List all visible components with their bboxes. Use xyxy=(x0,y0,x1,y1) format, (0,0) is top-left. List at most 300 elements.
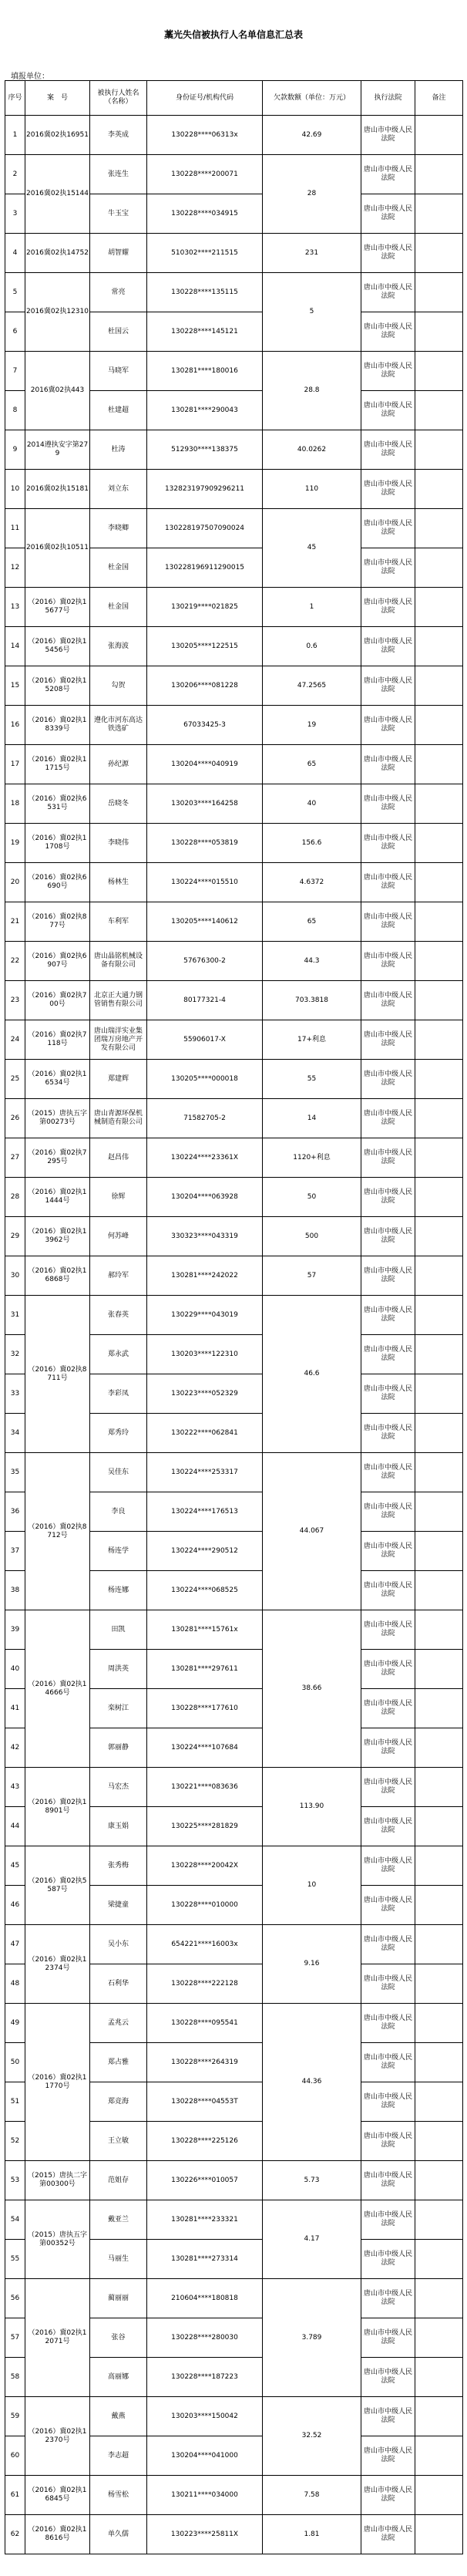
header-case-number: 案 号 xyxy=(25,81,90,116)
cell-note xyxy=(415,1453,463,1492)
cell-debtor-name: 马晓军 xyxy=(90,352,147,391)
cell-id-code: 130228****222128 xyxy=(147,1964,263,2004)
cell-case-number: 2016冀02执443 xyxy=(25,352,90,430)
cell-case-number: （2016）冀02执5587号 xyxy=(25,1846,90,1925)
cell-id-code: 130224****107684 xyxy=(147,1728,263,1768)
cell-seq: 52 xyxy=(5,2122,25,2161)
cell-seq: 33 xyxy=(5,1374,25,1414)
cell-id-code: 130205****140612 xyxy=(147,902,263,942)
cell-note xyxy=(415,2358,463,2397)
cell-court: 唐山市中级人民法院 xyxy=(361,116,415,155)
cell-id-code: 57676300-2 xyxy=(147,942,263,981)
cell-debtor-name: 李良 xyxy=(90,1492,147,1532)
cell-court: 唐山市中级人民法院 xyxy=(361,273,415,312)
cell-seq: 35 xyxy=(5,1453,25,1492)
cell-id-code: 130281****233321 xyxy=(147,2200,263,2240)
cell-debtor-name: 杜金国 xyxy=(90,548,147,588)
cell-id-code: 130226****010057 xyxy=(147,2161,263,2200)
table-row xyxy=(5,2200,463,2240)
cell-id-code: 130228****06313x xyxy=(147,116,263,155)
cell-debtor-name: 周洪英 xyxy=(90,1650,147,1689)
cell-id-code: 130281****242022 xyxy=(147,1256,263,1296)
cell-id-code: 130221****083636 xyxy=(147,1768,263,1807)
cell-case-number: （2016）冀02执15208号 xyxy=(25,666,90,706)
cell-seq: 20 xyxy=(5,863,25,902)
cell-debtor-name: 刘立东 xyxy=(90,470,147,509)
cell-seq: 30 xyxy=(5,1256,25,1296)
cell-court: 唐山市中级人民法院 xyxy=(361,1768,415,1807)
cell-seq: 37 xyxy=(5,1532,25,1571)
cell-note xyxy=(415,1925,463,1964)
cell-seq: 56 xyxy=(5,2279,25,2318)
table-row xyxy=(5,784,463,824)
cell-debtor-name: 李晓伟 xyxy=(90,824,147,863)
table-row xyxy=(5,234,463,273)
reporting-unit-label: 填报单位： xyxy=(11,72,49,81)
cell-case-number: （2016）冀02执877号 xyxy=(25,902,90,942)
cell-id-code: 132823197909296211 xyxy=(147,470,263,509)
cell-note xyxy=(415,312,463,352)
cell-court: 唐山市中级人民法院 xyxy=(361,2161,415,2200)
cell-note xyxy=(415,1296,463,1335)
cell-case-number: （2016）冀02执16534号 xyxy=(25,1060,90,1099)
cell-court: 唐山市中级人民法院 xyxy=(361,1256,415,1296)
cell-court: 唐山市中级人民法院 xyxy=(361,234,415,273)
cell-debtor-name: 勾贺 xyxy=(90,666,147,706)
cell-court: 唐山市中级人民法院 xyxy=(361,666,415,706)
cell-court: 唐山市中级人民法院 xyxy=(361,1846,415,1886)
cell-court: 唐山市中级人民法院 xyxy=(361,588,415,627)
cell-court: 唐山市中级人民法院 xyxy=(361,2200,415,2240)
cell-case-number: （2016）冀02执16868号 xyxy=(25,1256,90,1296)
cell-court: 唐山市中级人民法院 xyxy=(361,1374,415,1414)
cell-note xyxy=(415,116,463,155)
cell-amount: 0.6 xyxy=(263,627,361,666)
cell-case-number: （2016）冀02执7118号 xyxy=(25,1020,90,1060)
cell-debtor-name: 车利军 xyxy=(90,902,147,942)
cell-case-number: （2016）冀02执6907号 xyxy=(25,942,90,981)
cell-seq: 42 xyxy=(5,1728,25,1768)
cell-id-code: 130228****010000 xyxy=(147,1886,263,1925)
cell-court: 唐山市中级人民法院 xyxy=(361,1492,415,1532)
cell-amount: 1.81 xyxy=(263,2515,361,2554)
cell-id-code: 67033425-3 xyxy=(147,706,263,745)
cell-debtor-name: 张连生 xyxy=(90,155,147,194)
cell-debtor-name: 张海波 xyxy=(90,627,147,666)
cell-seq: 34 xyxy=(5,1414,25,1453)
cell-id-code: 130229****043019 xyxy=(147,1296,263,1335)
cell-id-code: 654221****16003x xyxy=(147,1925,263,1964)
cell-id-code: 130228****280030 xyxy=(147,2318,263,2358)
cell-id-code: 130205****000018 xyxy=(147,1060,263,1099)
cell-note xyxy=(415,2436,463,2476)
cell-debtor-name: 郭丽静 xyxy=(90,1728,147,1768)
cell-case-number: （2016）冀02执6690号 xyxy=(25,863,90,902)
cell-seq: 22 xyxy=(5,942,25,981)
cell-seq: 2 xyxy=(5,155,25,194)
cell-debtor-name: 高丽娜 xyxy=(90,2358,147,2397)
cell-case-number: 2016冀02执14752 xyxy=(25,234,90,273)
cell-court: 唐山市中级人民法院 xyxy=(361,1886,415,1925)
cell-debtor-name: 杨连娜 xyxy=(90,1571,147,1610)
cell-court: 唐山市中级人民法院 xyxy=(361,1964,415,2004)
cell-amount: 5 xyxy=(263,273,361,352)
cell-court: 唐山市中级人民法院 xyxy=(361,509,415,548)
cell-seq: 44 xyxy=(5,1807,25,1846)
table-row xyxy=(5,2397,463,2436)
cell-id-code: 330323****043319 xyxy=(147,1217,263,1256)
cell-note xyxy=(415,470,463,509)
cell-amount: 4.6372 xyxy=(263,863,361,902)
cell-note xyxy=(415,1217,463,1256)
cell-seq: 48 xyxy=(5,1964,25,2004)
cell-note xyxy=(415,391,463,430)
cell-amount: 32.52 xyxy=(263,2397,361,2476)
table-row xyxy=(5,352,463,391)
cell-court: 唐山市中级人民法院 xyxy=(361,2515,415,2554)
cell-seq: 1 xyxy=(5,116,25,155)
cell-court: 唐山市中级人民法院 xyxy=(361,824,415,863)
cell-note xyxy=(415,2082,463,2122)
cell-id-code: 130224****290512 xyxy=(147,1532,263,1571)
table-row xyxy=(5,1138,463,1178)
cell-court: 唐山市中级人民法院 xyxy=(361,1650,415,1689)
cell-court: 唐山市中级人民法院 xyxy=(361,1020,415,1060)
cell-court: 唐山市中级人民法院 xyxy=(361,981,415,1020)
cell-debtor-name: 岳晓冬 xyxy=(90,784,147,824)
cell-note xyxy=(415,273,463,312)
cell-court: 唐山市中级人民法院 xyxy=(361,1414,415,1453)
cell-id-code: 130228****145121 xyxy=(147,312,263,352)
cell-id-code: 130204****063928 xyxy=(147,1178,263,1217)
cell-amount: 44.3 xyxy=(263,942,361,981)
header-note: 备注 xyxy=(415,81,463,116)
table-row xyxy=(5,2476,463,2515)
cell-case-number: 2016冀02执16951 xyxy=(25,116,90,155)
cell-debtor-name: 范姐存 xyxy=(90,2161,147,2200)
cell-note xyxy=(415,1374,463,1414)
cell-seq: 39 xyxy=(5,1610,25,1650)
table-row xyxy=(5,1846,463,1886)
cell-court: 唐山市中级人民法院 xyxy=(361,2358,415,2397)
document-title: 藁光失信被执行人名单信息汇总表 xyxy=(163,29,303,40)
cell-seq: 54 xyxy=(5,2200,25,2240)
cell-debtor-name: 何苏峰 xyxy=(90,1217,147,1256)
cell-seq: 16 xyxy=(5,706,25,745)
cell-amount: 44.36 xyxy=(263,2004,361,2161)
cell-id-code: 130223****25811X xyxy=(147,2515,263,2554)
table-row xyxy=(5,1296,463,1335)
cell-note xyxy=(415,1099,463,1138)
cell-seq: 21 xyxy=(5,902,25,942)
cell-debtor-name: 郑永武 xyxy=(90,1335,147,1374)
cell-note xyxy=(415,1610,463,1650)
cell-case-number: （2016）冀02执18616号 xyxy=(25,2515,90,2554)
cell-seq: 28 xyxy=(5,1178,25,1217)
cell-note xyxy=(415,352,463,391)
cell-debtor-name: 牛玉宝 xyxy=(90,194,147,234)
cell-debtor-name: 李晓卿 xyxy=(90,509,147,548)
cell-seq: 38 xyxy=(5,1571,25,1610)
cell-amount: 19 xyxy=(263,706,361,745)
cell-note xyxy=(415,1689,463,1728)
table-row xyxy=(5,706,463,745)
cell-amount: 46.6 xyxy=(263,1296,361,1453)
table-row xyxy=(5,509,463,548)
cell-seq: 41 xyxy=(5,1689,25,1728)
cell-seq: 40 xyxy=(5,1650,25,1689)
cell-id-code: 71582705-2 xyxy=(147,1099,263,1138)
table-row xyxy=(5,1217,463,1256)
cell-amount: 40 xyxy=(263,784,361,824)
cell-case-number: （2016）冀02执700号 xyxy=(25,981,90,1020)
cell-id-code: 130219****021825 xyxy=(147,588,263,627)
cell-court: 唐山市中级人民法院 xyxy=(361,1453,415,1492)
cell-debtor-name: 单久儒 xyxy=(90,2515,147,2554)
cell-court: 唐山市中级人民法院 xyxy=(361,2082,415,2122)
cell-amount: 4.17 xyxy=(263,2200,361,2279)
table-row xyxy=(5,273,463,312)
cell-amount: 7.58 xyxy=(263,2476,361,2515)
cell-debtor-name: 李彩凤 xyxy=(90,1374,147,1414)
cell-id-code: 130228****177610 xyxy=(147,1689,263,1728)
table-row xyxy=(5,2161,463,2200)
cell-case-number: （2016）冀02执15677号 xyxy=(25,588,90,627)
table-row xyxy=(5,155,463,194)
cell-court: 唐山市中级人民法院 xyxy=(361,2122,415,2161)
cell-seq: 61 xyxy=(5,2476,25,2515)
cell-seq: 57 xyxy=(5,2318,25,2358)
cell-debtor-name: 唐山瑞洋实业集团瑞万房地产开发有限公司 xyxy=(90,1020,147,1060)
cell-id-code: 130224****015510 xyxy=(147,863,263,902)
cell-seq: 5 xyxy=(5,273,25,312)
cell-amount: 45 xyxy=(263,509,361,588)
cell-id-code: 130228****095541 xyxy=(147,2004,263,2043)
table-row xyxy=(5,1256,463,1296)
cell-id-code: 130206****081228 xyxy=(147,666,263,706)
cell-id-code: 130228****225126 xyxy=(147,2122,263,2161)
cell-id-code: 80177321-4 xyxy=(147,981,263,1020)
cell-note xyxy=(415,784,463,824)
cell-amount: 57 xyxy=(263,1256,361,1296)
cell-id-code: 130224****23361X xyxy=(147,1138,263,1178)
cell-seq: 17 xyxy=(5,745,25,784)
table-row xyxy=(5,1925,463,1964)
cell-id-code: 512930****138375 xyxy=(147,430,263,470)
cell-seq: 8 xyxy=(5,391,25,430)
cell-id-code: 130228****034915 xyxy=(147,194,263,234)
cell-amount: 3.789 xyxy=(263,2279,361,2397)
cell-amount: 47.2565 xyxy=(263,666,361,706)
cell-id-code: 130228****200071 xyxy=(147,155,263,194)
cell-id-code: 130223****052329 xyxy=(147,1374,263,1414)
cell-id-code: 130228****264319 xyxy=(147,2043,263,2082)
cell-note xyxy=(415,1886,463,1925)
cell-id-code: 130224****068525 xyxy=(147,1571,263,1610)
cell-debtor-name: 郑秀玲 xyxy=(90,1414,147,1453)
cell-debtor-name: 杨连学 xyxy=(90,1532,147,1571)
cell-debtor-name: 胡智耀 xyxy=(90,234,147,273)
cell-note xyxy=(415,666,463,706)
cell-debtor-name: 戴燕 xyxy=(90,2397,147,2436)
cell-note xyxy=(415,234,463,273)
cell-debtor-name: 杜涛 xyxy=(90,430,147,470)
cell-id-code: 130228****20042X xyxy=(147,1846,263,1886)
cell-court: 唐山市中级人民法院 xyxy=(361,391,415,430)
cell-seq: 18 xyxy=(5,784,25,824)
table-row xyxy=(5,1060,463,1099)
table-row xyxy=(5,430,463,470)
cell-debtor-name: 马宏杰 xyxy=(90,1768,147,1807)
cell-debtor-name: 石利华 xyxy=(90,1964,147,2004)
cell-court: 唐山市中级人民法院 xyxy=(361,2004,415,2043)
table-row xyxy=(5,942,463,981)
cell-court: 唐山市中级人民法院 xyxy=(361,1099,415,1138)
cell-court: 唐山市中级人民法院 xyxy=(361,1571,415,1610)
cell-seq: 43 xyxy=(5,1768,25,1807)
cell-amount: 5.73 xyxy=(263,2161,361,2200)
cell-seq: 9 xyxy=(5,430,25,470)
cell-debtor-name: 郝玲军 xyxy=(90,1256,147,1296)
cell-debtor-name: 杜国云 xyxy=(90,312,147,352)
cell-seq: 36 xyxy=(5,1492,25,1532)
cell-case-number: （2016）冀02执18901号 xyxy=(25,1768,90,1846)
cell-case-number: （2016）冀02执6531号 xyxy=(25,784,90,824)
cell-note xyxy=(415,2043,463,2082)
cell-court: 唐山市中级人民法院 xyxy=(361,1728,415,1768)
cell-amount: 14 xyxy=(263,1099,361,1138)
table-row xyxy=(5,1178,463,1217)
cell-seq: 14 xyxy=(5,627,25,666)
cell-court: 唐山市中级人民法院 xyxy=(361,1217,415,1256)
cell-debtor-name: 吴佳东 xyxy=(90,1453,147,1492)
cell-note xyxy=(415,1650,463,1689)
cell-case-number: （2016）冀02执11715号 xyxy=(25,745,90,784)
cell-note xyxy=(415,706,463,745)
cell-amount: 1120+利息 xyxy=(263,1138,361,1178)
cell-seq: 29 xyxy=(5,1217,25,1256)
cell-seq: 4 xyxy=(5,234,25,273)
table-row xyxy=(5,1768,463,1807)
cell-case-number: 2016冀02执15144 xyxy=(25,155,90,234)
table-row xyxy=(5,588,463,627)
cell-id-code: 130225****281829 xyxy=(147,1807,263,1846)
cell-id-code: 510302****211515 xyxy=(147,234,263,273)
cell-id-code: 130222****062841 xyxy=(147,1414,263,1453)
cell-debtor-name: 李英成 xyxy=(90,116,147,155)
table-row xyxy=(5,116,463,155)
cell-court: 唐山市中级人民法院 xyxy=(361,430,415,470)
cell-amount: 113.90 xyxy=(263,1768,361,1846)
cell-id-code: 130281****15761x xyxy=(147,1610,263,1650)
cell-debtor-name: 王立敏 xyxy=(90,2122,147,2161)
cell-seq: 19 xyxy=(5,824,25,863)
cell-case-number: （2016）冀02执13962号 xyxy=(25,1217,90,1256)
cell-debtor-name: 郑占雅 xyxy=(90,2043,147,2082)
cell-debtor-name: 蔺丽丽 xyxy=(90,2279,147,2318)
cell-id-code: 130281****290043 xyxy=(147,391,263,430)
cell-court: 唐山市中级人民法院 xyxy=(361,1060,415,1099)
cell-note xyxy=(415,430,463,470)
table-row xyxy=(5,2279,463,2318)
cell-court: 唐山市中级人民法院 xyxy=(361,470,415,509)
cell-seq: 6 xyxy=(5,312,25,352)
cell-amount: 17+利息 xyxy=(263,1020,361,1060)
cell-amount: 500 xyxy=(263,1217,361,1256)
cell-id-code: 130228196911290015 xyxy=(147,548,263,588)
cell-note xyxy=(415,548,463,588)
cell-note xyxy=(415,1414,463,1453)
cell-amount: 9.16 xyxy=(263,1925,361,2004)
dishonest-debtor-table xyxy=(5,80,463,2554)
cell-id-code: 210604****180818 xyxy=(147,2279,263,2318)
cell-note xyxy=(415,1060,463,1099)
cell-note xyxy=(415,824,463,863)
cell-court: 唐山市中级人民法院 xyxy=(361,784,415,824)
cell-id-code: 130228****04553T xyxy=(147,2082,263,2122)
cell-note xyxy=(415,1020,463,1060)
cell-seq: 24 xyxy=(5,1020,25,1060)
cell-debtor-name: 马丽生 xyxy=(90,2240,147,2279)
header-amount: 欠款数额（单位：万元） xyxy=(263,81,361,116)
cell-amount: 38.66 xyxy=(263,1610,361,1768)
cell-note xyxy=(415,2200,463,2240)
cell-court: 唐山市中级人民法院 xyxy=(361,2436,415,2476)
cell-seq: 10 xyxy=(5,470,25,509)
cell-court: 唐山市中级人民法院 xyxy=(361,1138,415,1178)
cell-id-code: 130281****273314 xyxy=(147,2240,263,2279)
cell-note xyxy=(415,1571,463,1610)
cell-id-code: 130224****253317 xyxy=(147,1453,263,1492)
cell-case-number: （2016）冀02执12374号 xyxy=(25,1925,90,2004)
cell-case-number: （2016）冀02执11770号 xyxy=(25,2004,90,2161)
cell-case-number: （2016）冀02执15456号 xyxy=(25,627,90,666)
cell-amount: 65 xyxy=(263,745,361,784)
cell-note xyxy=(415,1138,463,1178)
cell-id-code: 130205****122515 xyxy=(147,627,263,666)
cell-note xyxy=(415,2004,463,2043)
cell-note xyxy=(415,588,463,627)
cell-seq: 26 xyxy=(5,1099,25,1138)
cell-amount: 42.69 xyxy=(263,116,361,155)
cell-seq: 51 xyxy=(5,2082,25,2122)
cell-note xyxy=(415,1532,463,1571)
cell-note xyxy=(415,1492,463,1532)
cell-court: 唐山市中级人民法院 xyxy=(361,1178,415,1217)
cell-amount: 110 xyxy=(263,470,361,509)
cell-id-code: 55906017-X xyxy=(147,1020,263,1060)
cell-note xyxy=(415,1178,463,1217)
cell-debtor-name: 戴亚兰 xyxy=(90,2200,147,2240)
cell-debtor-name: 梁捷童 xyxy=(90,1886,147,1925)
cell-case-number: （2016）冀02执12370号 xyxy=(25,2397,90,2476)
cell-court: 唐山市中级人民法院 xyxy=(361,1807,415,1846)
cell-case-number: （2016）冀02执16845号 xyxy=(25,2476,90,2515)
cell-id-code: 130211****034000 xyxy=(147,2476,263,2515)
cell-case-number: 2016冀02执12310 xyxy=(25,273,90,352)
cell-seq: 53 xyxy=(5,2161,25,2200)
cell-debtor-name: 唐山青源环保机械制造有限公司 xyxy=(90,1099,147,1138)
cell-id-code: 130228****187223 xyxy=(147,2358,263,2397)
cell-note xyxy=(415,902,463,942)
cell-court: 唐山市中级人民法院 xyxy=(361,1296,415,1335)
cell-debtor-name: 杨雪松 xyxy=(90,2476,147,2515)
cell-debtor-name: 杨林生 xyxy=(90,863,147,902)
cell-court: 唐山市中级人民法院 xyxy=(361,312,415,352)
cell-case-number: （2015）唐执二字第00300号 xyxy=(25,2161,90,2200)
cell-court: 唐山市中级人民法院 xyxy=(361,627,415,666)
cell-court: 唐山市中级人民法院 xyxy=(361,1925,415,1964)
